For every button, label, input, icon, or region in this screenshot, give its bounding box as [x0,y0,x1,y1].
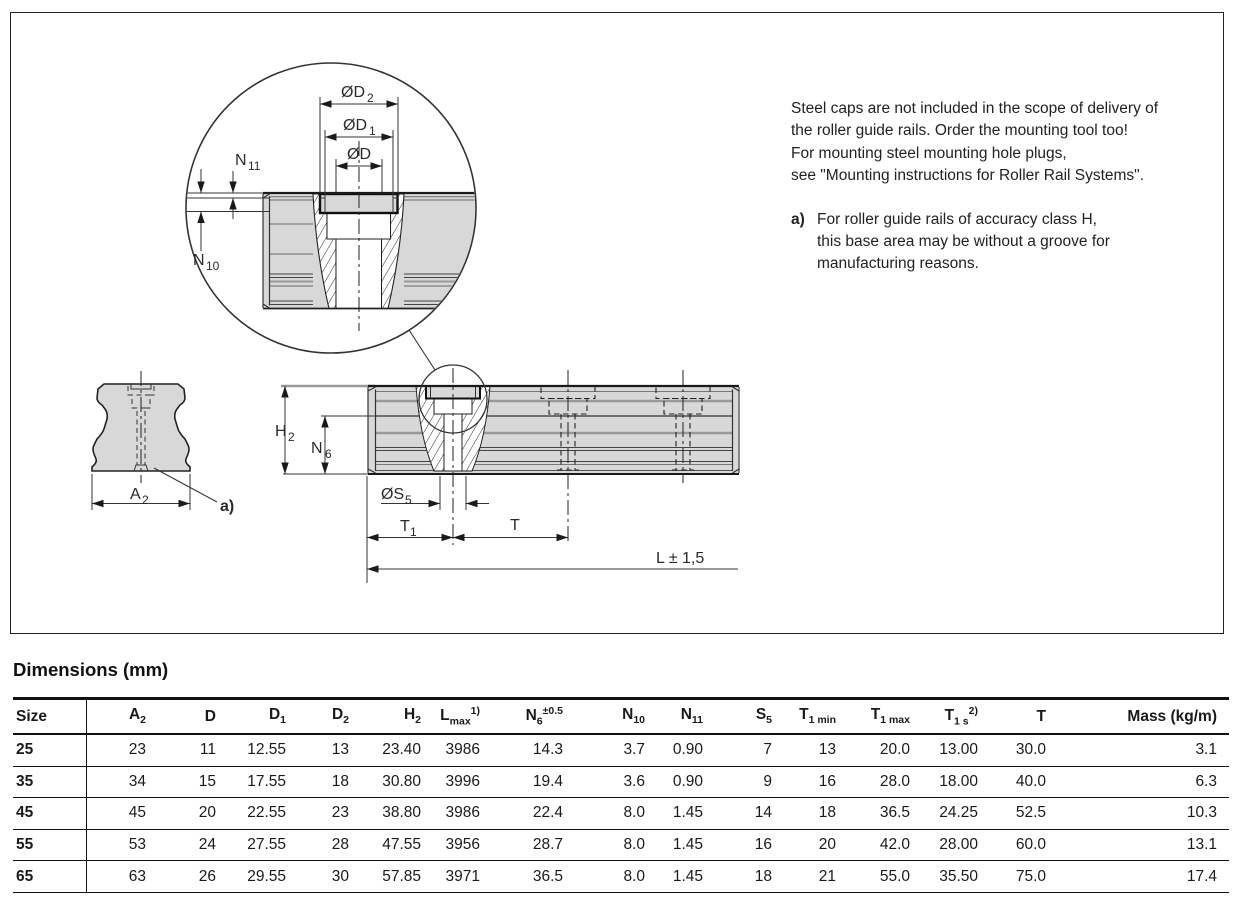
table-body [13,734,1229,892]
note-line: For roller guide rails of accuracy class H, [817,210,1097,228]
table-cell: 63 [86,861,146,893]
table-cell: 23 [86,734,146,766]
table-cell: 23.40 [349,734,421,766]
header-cell: $T_{1 min}$ [772,699,836,735]
dim-s5-label: ØS [381,486,405,503]
dim-t-label: T [510,517,520,534]
header-cell: Mass (kg/m) [1046,699,1229,735]
table-cell: 38.80 [349,798,421,830]
table-cell: 0.90 [645,766,703,798]
header-cell: $A_2$ [86,699,146,735]
table-cell: 1.45 [645,798,703,830]
table-cell: 52.5 [978,798,1046,830]
table-cell: 3986 [421,798,480,830]
header-cell: $N_{10}$ [563,699,645,735]
svg-text:1: 1 [410,525,417,539]
svg-text:2: 2 [367,91,374,105]
table-cell: 18 [286,766,349,798]
header-cell: $N_{11}$ [645,699,703,735]
table-cell: 19.4 [480,766,563,798]
table-cell: 8.0 [563,829,645,861]
side-view [281,330,739,545]
table-cell: 13.00 [910,734,978,766]
svg-text:11: 11 [248,159,261,173]
table-cell: 12.55 [216,734,286,766]
table-cell: 9 [703,766,772,798]
table-cell: 17.4 [1046,861,1229,893]
header-row [13,699,1229,735]
table-cell: 36.5 [836,798,910,830]
note-a-label: a) [791,210,805,228]
table-cell: 8.0 [563,861,645,893]
table-cell: 28.00 [910,829,978,861]
table-cell: 22.55 [216,798,286,830]
note-a-text [817,209,1110,276]
dim-n6-label: N [311,440,323,457]
table-row [13,734,1229,766]
table-row [13,829,1229,861]
table-cell: 24.25 [910,798,978,830]
table-cell: 7 [703,734,772,766]
table-cell: 0.90 [645,734,703,766]
table-cell: 35 [13,766,86,798]
table-cell: 57.85 [349,861,421,893]
table-cell: 8.0 [563,798,645,830]
svg-text:2: 2 [288,430,295,444]
header-cell: $L_{max}^{1)}$ [421,699,480,735]
table-cell: 15 [146,766,216,798]
header-cell: $S_5$ [703,699,772,735]
table-cell: 21 [772,861,836,893]
table-cell: 30.0 [978,734,1046,766]
table-cell: 3996 [421,766,480,798]
table-cell: 13.1 [1046,829,1229,861]
profile-dimensions [92,468,217,510]
table-cell: 28.7 [480,829,563,861]
dim-d2-label: ØD [341,84,365,101]
header-cell: $N_6^{\pm 0.5}$ [480,699,563,735]
table-cell: 30 [286,861,349,893]
note-a-ref-label: a) [220,498,235,515]
table-cell: 26 [146,861,216,893]
table-cell: 28.0 [836,766,910,798]
detail-leader-line [409,330,435,370]
table-cell: 42.0 [836,829,910,861]
table-cell: 14 [703,798,772,830]
detail-view [157,141,481,331]
header-cell: $T_{1 s}^{2)}$ [910,699,978,735]
table-cell: 3.7 [563,734,645,766]
table-cell: 40.0 [978,766,1046,798]
table-cell: 23 [286,798,349,830]
table-cell: 36.5 [480,861,563,893]
profile-view [92,371,234,515]
table-cell: 35.50 [910,861,978,893]
technical-drawing-panel [10,12,1224,634]
table-cell: 18.00 [910,766,978,798]
header-cell: Size [13,699,86,735]
table-cell: 29.55 [216,861,286,893]
table-cell: 20 [772,829,836,861]
note-line: this base area may be without a groove for [817,233,1110,251]
table-cell: 14.3 [480,734,563,766]
header-cell: $D_1$ [216,699,286,735]
table-cell: 6.3 [1046,766,1229,798]
header-cell: D [146,699,216,735]
table-cell: 3971 [421,861,480,893]
table-cell: 10.3 [1046,798,1229,830]
header-cell: T [978,699,1046,735]
note-line: For mounting steel mounting hole plugs, [791,144,1067,162]
table-cell: 3986 [421,734,480,766]
table-cell: 27.55 [216,829,286,861]
table-cell: 20.0 [836,734,910,766]
table-cell: 55.0 [836,861,910,893]
table-cell: 3.1 [1046,734,1229,766]
table-cell: 30.80 [349,766,421,798]
table-cell: 20 [146,798,216,830]
table-cell: 22.4 [480,798,563,830]
note-line: Steel caps are not included in the scope of delivery of [791,100,1159,117]
table-cell: 34 [86,766,146,798]
table-cell: 3.6 [563,766,645,798]
table-cell: 45 [13,798,86,830]
table-cell: 47.55 [349,829,421,861]
notes-block [791,98,1221,276]
table-cell: 3956 [421,829,480,861]
dim-h2-label: H [275,423,287,440]
note-line: see "Mounting instructions for Roller Rail Systems". [791,167,1144,185]
table-cell: 55 [13,829,86,861]
table-cell: 60.0 [978,829,1046,861]
svg-text:5: 5 [405,493,412,507]
header-cell: $T_{1 max}$ [836,699,910,735]
table-cell: 1.45 [645,829,703,861]
dim-l-label: L ± 1,5 [656,550,705,567]
table-title: Dimensions (mm) [13,659,169,680]
table-cell: 13 [772,734,836,766]
table-cell: 25 [13,734,86,766]
table-cell: 28 [286,829,349,861]
dimensions-table [13,697,1229,893]
table-cell: 16 [703,829,772,861]
table-cell: 16 [772,766,836,798]
table-cell: 11 [146,734,216,766]
header-cell: $D_2$ [286,699,349,735]
table-cell: 75.0 [978,861,1046,893]
table-row [13,766,1229,798]
table-cell: 18 [772,798,836,830]
table-cell: 53 [86,829,146,861]
table-cell: 65 [13,861,86,893]
table-cell: 1.45 [645,861,703,893]
dim-n11-label: N [235,152,247,169]
svg-text:1: 1 [369,124,376,138]
header-cell: $H_2$ [349,699,421,735]
dim-t1-label: T [400,518,410,535]
svg-text:10: 10 [206,259,220,273]
table-cell: 24 [146,829,216,861]
table-row [13,798,1229,830]
svg-text:6: 6 [325,447,332,461]
table-cell: 18 [703,861,772,893]
note-line: the roller guide rails. Order the mounting tool too! [791,122,1128,140]
detail-ext-lines [157,193,269,212]
svg-text:2: 2 [142,493,149,507]
dim-n10-label: N [193,252,205,269]
table-row [13,861,1229,893]
table-cell: 13 [286,734,349,766]
dim-a2-label: A [130,486,141,503]
table-cell: 17.55 [216,766,286,798]
dim-d1-label: ØD [343,117,367,134]
table-cell: 45 [86,798,146,830]
note-delivery [791,98,1221,188]
dim-d-label: ØD [347,146,371,163]
note-a [791,209,1221,276]
note-line: manufacturing reasons. [817,255,979,273]
